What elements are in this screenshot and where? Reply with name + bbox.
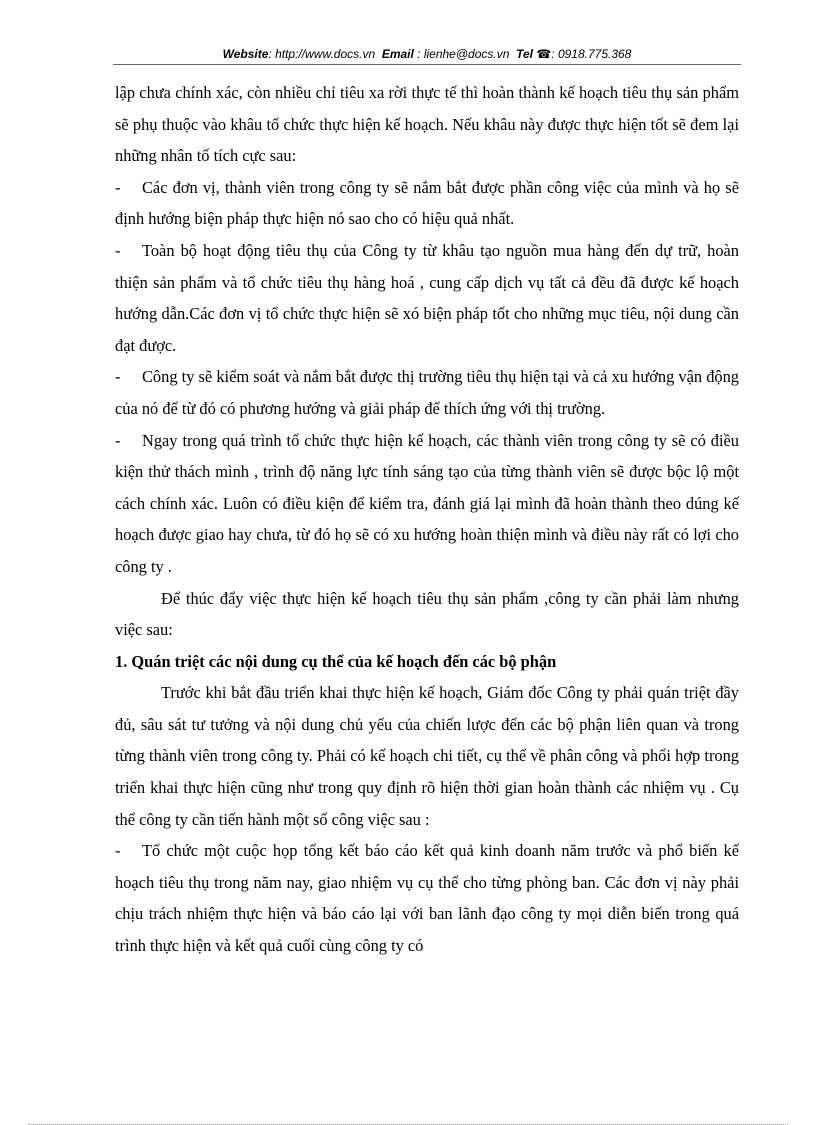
bullet-text: Toàn bộ hoạt động tiêu thụ của Công ty từ khâu tạo nguồn mua hàng đến dự trữ, hoàn thiện sản phẩm và tổ chức tiêu thụ hàng hoá , cung cấp dịch vụ tất cả đều đã được kế hoạch hướng dẫn.Các đơn vị tổ chức thực hiện sẽ xó biện pháp tốt cho những mục tiêu, nội dung cần đạt được. [115,240,739,355]
bullet-marker: - [115,240,121,260]
tel-value: : 0918.775.368 [551,47,632,61]
bullet-text: Công ty sẽ kiểm soát và nắm bắt được thị trường tiêu thụ hiện tại và cả xu hướng vận động của nó để từ đó có phương hướng và giải pháp để thích ứng với thị trường. [115,367,739,418]
paragraph: Trước khi bắt đầu triển khai thực hiện kế hoạch, Giám đốc Công ty phải quán triệt đầy đủ, sâu sát tư tưởng và nội dung chủ yếu của chiến lược đến các bộ phận liên quan và trong từng thành viên trong công ty. Phải có kế hoạch chi tiết, cụ thể về phân công và phối hợp trong triển khai thực hiện cũng như trong quy định rõ hiện thời gian hoàn thành các nhiệm vụ . Cụ thể công ty cần tiến hành một số công việc sau : [115,683,739,829]
paragraph: Để thúc đẩy việc thực hiện kế hoạch tiêu thụ sản phẩm ,công ty cần phải làm nhưng việc sau: [115,588,739,640]
website-label: Website [222,47,269,61]
bullet-item [115,235,739,361]
bullet-marker: - [115,367,121,387]
document-body [115,77,739,962]
header-divider [113,64,741,65]
tel-label: Tel [516,47,533,61]
bullet-text: Các đơn vị, thành viên trong công ty sẽ nắm bắt được phần công việc của mình và họ sẽ định hướng biện pháp thực hiện nó sao cho có hiệu quả nhất. [115,177,739,229]
email-value: : lienhe@docs.vn [413,47,510,61]
bullet-marker: - [115,177,121,197]
page-header [113,44,741,64]
paragraph: lập chưa chính xác, còn nhiều chỉ tiêu xa rời thực tế thì hoàn thành kế hoạch tiêu thụ sản phẩm sẽ phụ thuộc vào khâu tổ chức thực hiện kế hoạch. Nếu khâu này được thực hiện tốt sẽ đem lại những nhân tố tích cực sau: [115,83,739,166]
email-label: Email [381,47,414,61]
bullet-item [115,361,739,424]
bullet-text: Tổ chức một cuộc họp tổng kết báo cáo kết quả kinh doanh năm trước và phổ biến kế hoạch tiêu thụ trong năm nay, giao nhiệm vụ cụ thể cho từng phòng ban. Các đơn vị này phải chịu trách nhiệm thực hiện và báo cáo lại với ban lãnh đạo công ty mọi diễn biến trong quá trình thực hiện và kết quả cuối cùng công ty có [115,841,739,956]
bullet-marker: - [115,430,121,450]
bullet-text: Ngay trong quá trình tổ chức thực hiện kế hoạch, các thành viên trong công ty sẽ có điều kiện thử thách mình , trình độ năng lực tính sáng tạo của từng thành viên sẽ được bộc lộ một cách chính xác. Luôn có điều kiện để kiểm tra, đánh giá lại mình đã hoàn thành theo dúng kế hoạch được giao hay chưa, từ đó họ sẽ có xu hướng hoàn thiện mình và điều này rất có lợi cho công ty . [115,430,739,576]
bullet-item [115,835,739,961]
bullet-marker: - [115,841,121,861]
bullet-item [115,425,739,583]
website-value: : http://www.docs.vn [268,47,376,61]
bullet-item [115,172,739,235]
section-heading: 1. Quán triệt các nội dung cụ thể của kế hoạch đến các bộ phận [115,651,557,671]
phone-icon: ☎ [536,47,552,61]
